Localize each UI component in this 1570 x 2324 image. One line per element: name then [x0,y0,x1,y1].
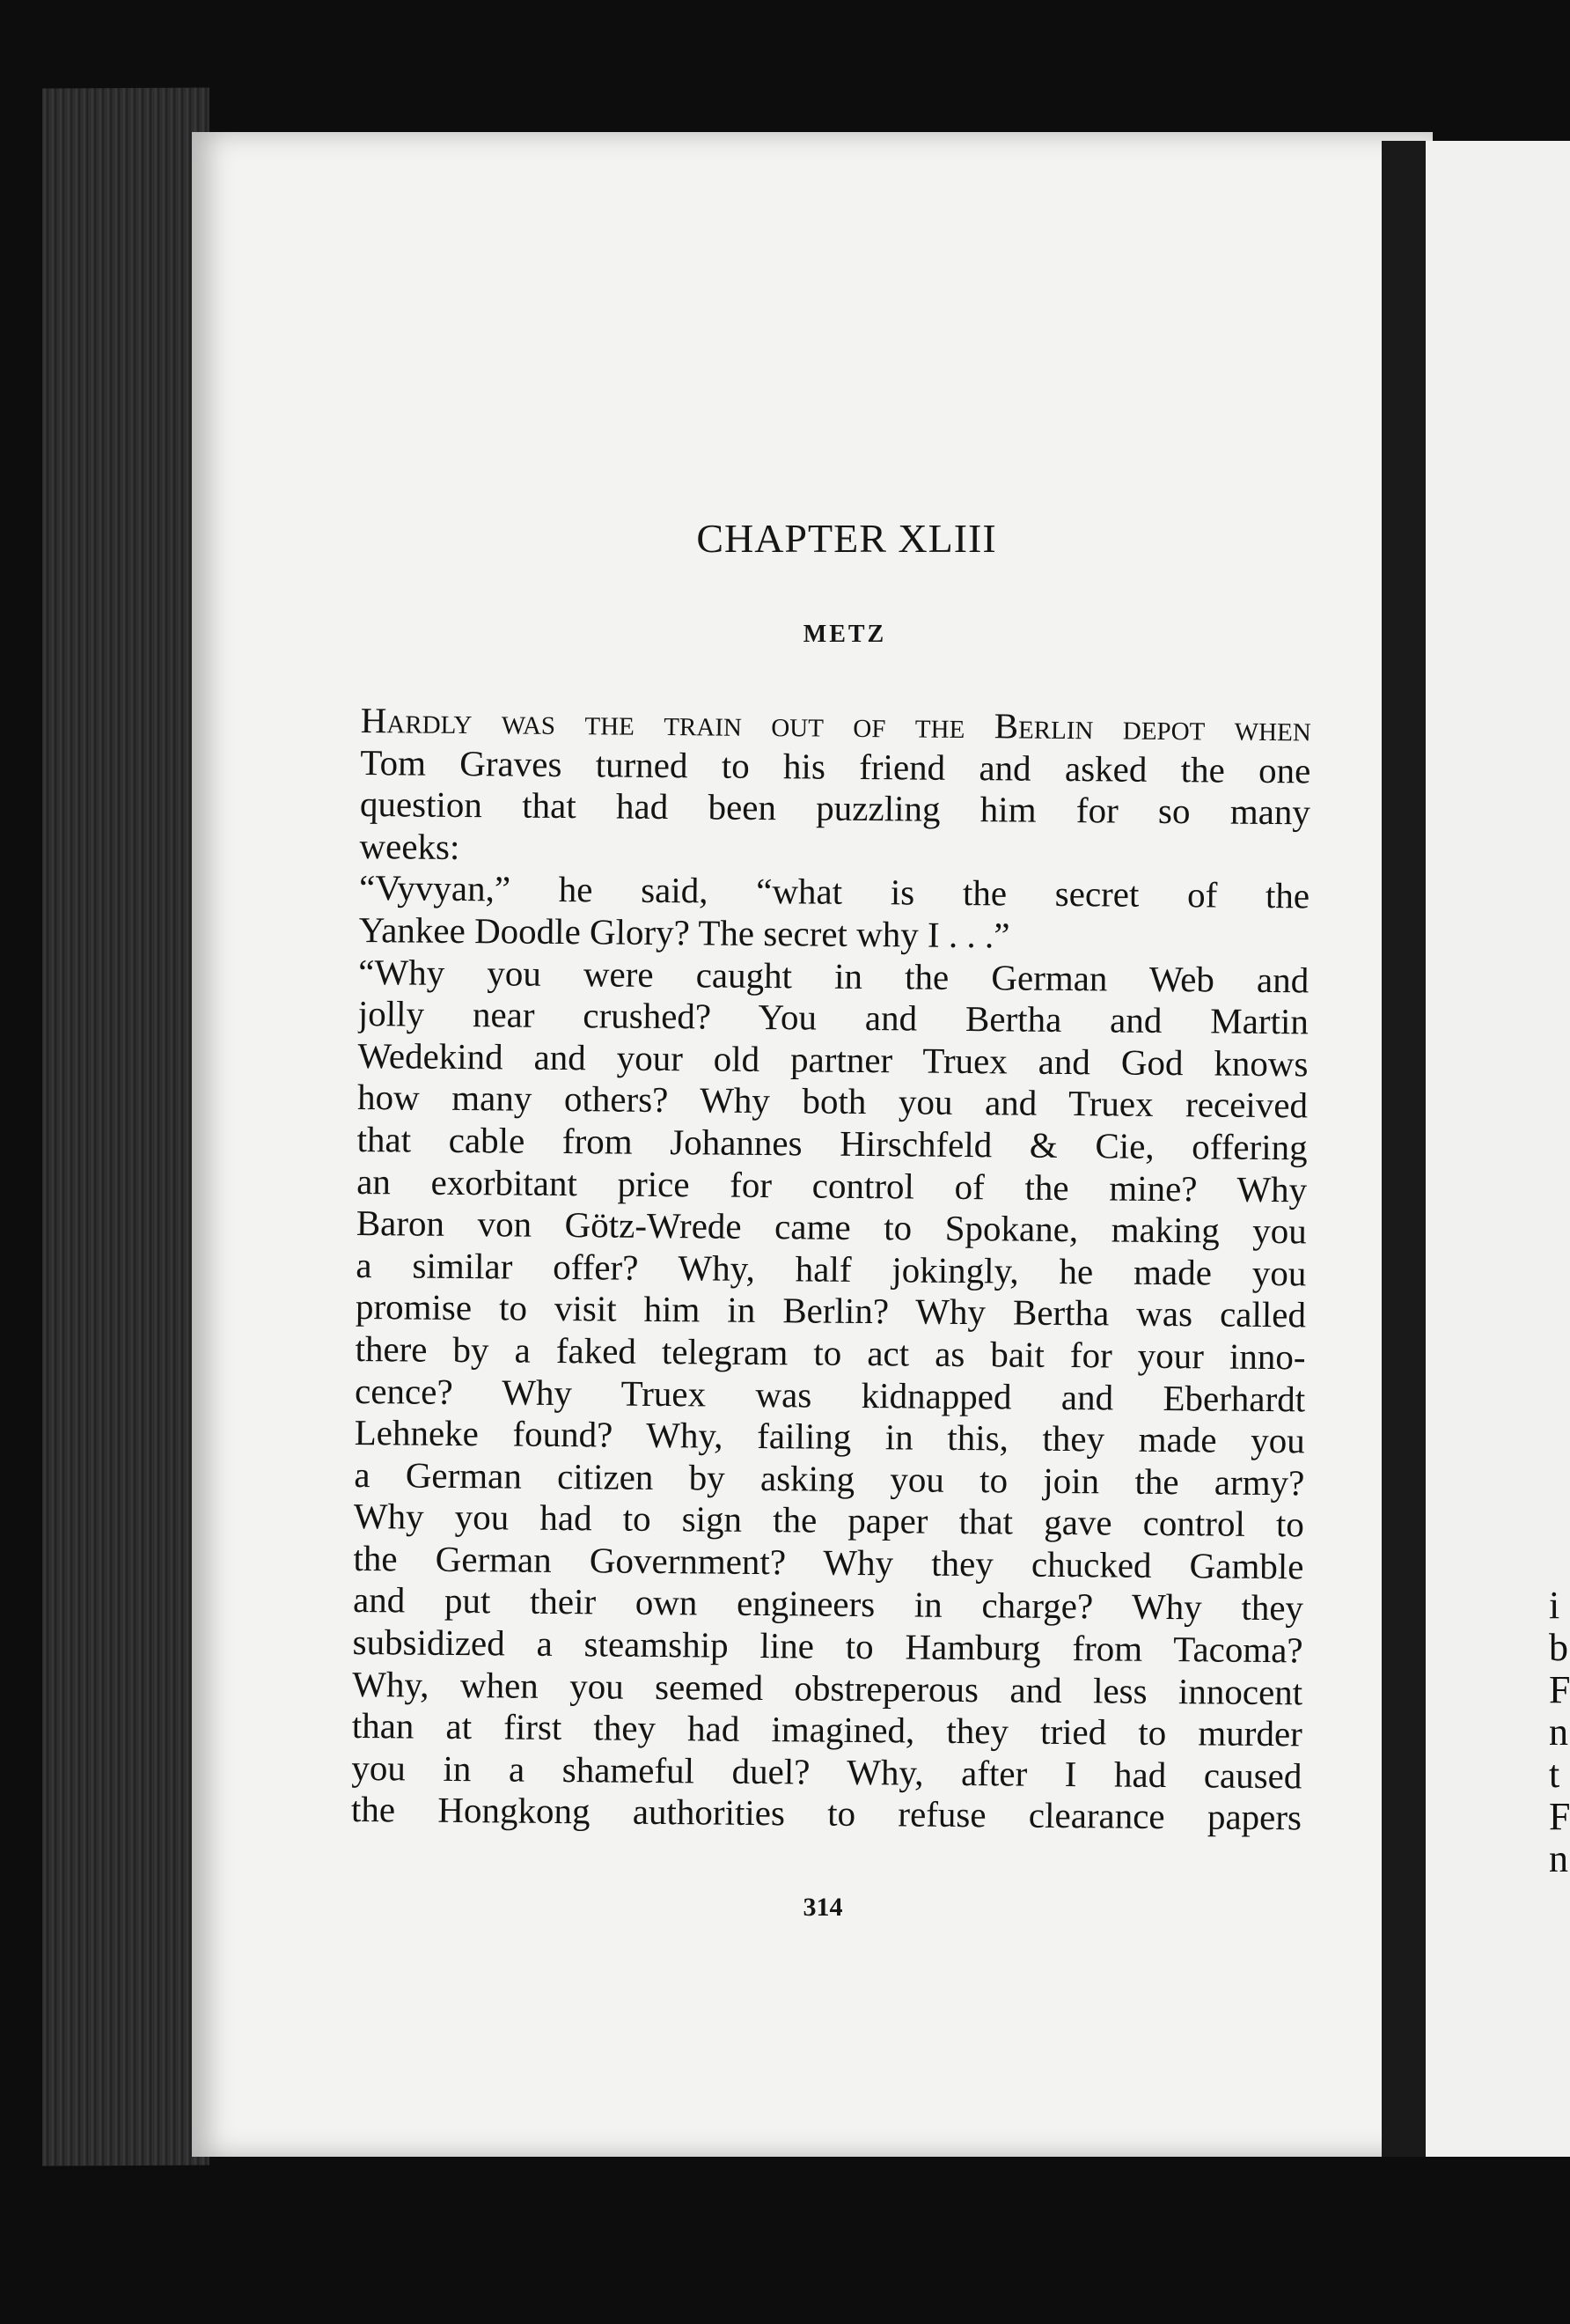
body-line: the German Government? Why they chucked Gamble [353,1537,1304,1587]
facing-letter: F [1549,1795,1570,1838]
body-line: “Vyvyan,” he said, “what is the secret of the [358,867,1310,916]
body-line: Yankee Doodle Glory? The secret why I . . .” [358,908,1010,956]
facing-letter: n [1549,1837,1568,1880]
facing-letter: n [1549,1710,1568,1754]
body-line: how many others? Why both you and Truex received [356,1077,1309,1126]
facing-page-letters [1549,1585,1570,1880]
body-line: and put their own engineers in charge? Why they [352,1579,1304,1629]
book-page-edges [42,88,209,2166]
section-title: METZ [803,621,887,648]
body-line: you in a shameful duel? Why, after I had caused [351,1747,1302,1797]
body-line: “Why you were caught in the German Web and [358,951,1310,1000]
facing-letter: b [1549,1626,1568,1669]
chapter-title: CHAPTER XLIII [696,516,997,561]
body-line: a German citizen by asking you to join the army? [354,1453,1305,1504]
body-line: Why, when you seemed obstreperous and less innocent [352,1663,1303,1713]
first-line-text: Hardly was the train out of the Berlin depot when [360,700,1311,749]
body-line: subsidized a steamship line to Hamburg from Tacoma? [352,1622,1303,1671]
body-line: cence? Why Truex was kidnapped and Eberhardt [354,1370,1306,1419]
body-line: jolly near crushed? You and Bertha and Martin [357,993,1310,1042]
body-line: a similar offer? Why, half jokingly, he made you [356,1244,1307,1294]
body-line: question that had been puzzling him for so many [359,783,1311,833]
facing-letter: i [1549,1584,1560,1627]
body-text [351,700,1311,1839]
body-line: Why you had to sign the paper that gave control to [353,1496,1305,1545]
facing-letter: t [1549,1753,1560,1796]
body-line: promise to visit him in Berlin? Why Bertha was called [355,1286,1307,1335]
body-line: Baron von Götz-Wrede came to Spokane, making you [356,1202,1307,1252]
body-line: that cable from Johannes Hirschfeld & Cie, offering [356,1118,1308,1168]
body-line: Wedekind and your old partner Truex and God knows [357,1034,1309,1085]
body-line: weeks: [359,825,460,867]
body-line: there by a faked telegram to act as bait for your inno- [355,1327,1306,1378]
body-line: an exorbitant price for control of the mine? Why [356,1160,1308,1210]
facing-letter: F [1549,1668,1570,1711]
body-line: the Hongkong authorities to refuse clearance papers [350,1789,1302,1838]
page-number: 314 [803,1893,843,1922]
body-line: than at first they had imagined, they tried to murder [351,1705,1302,1754]
book-gutter [1382,141,1426,2157]
body-line: Tom Graves turned to his friend and asked the one [360,741,1311,791]
body-line: Lehneke found? Why, failing in this, they made you [354,1412,1305,1461]
